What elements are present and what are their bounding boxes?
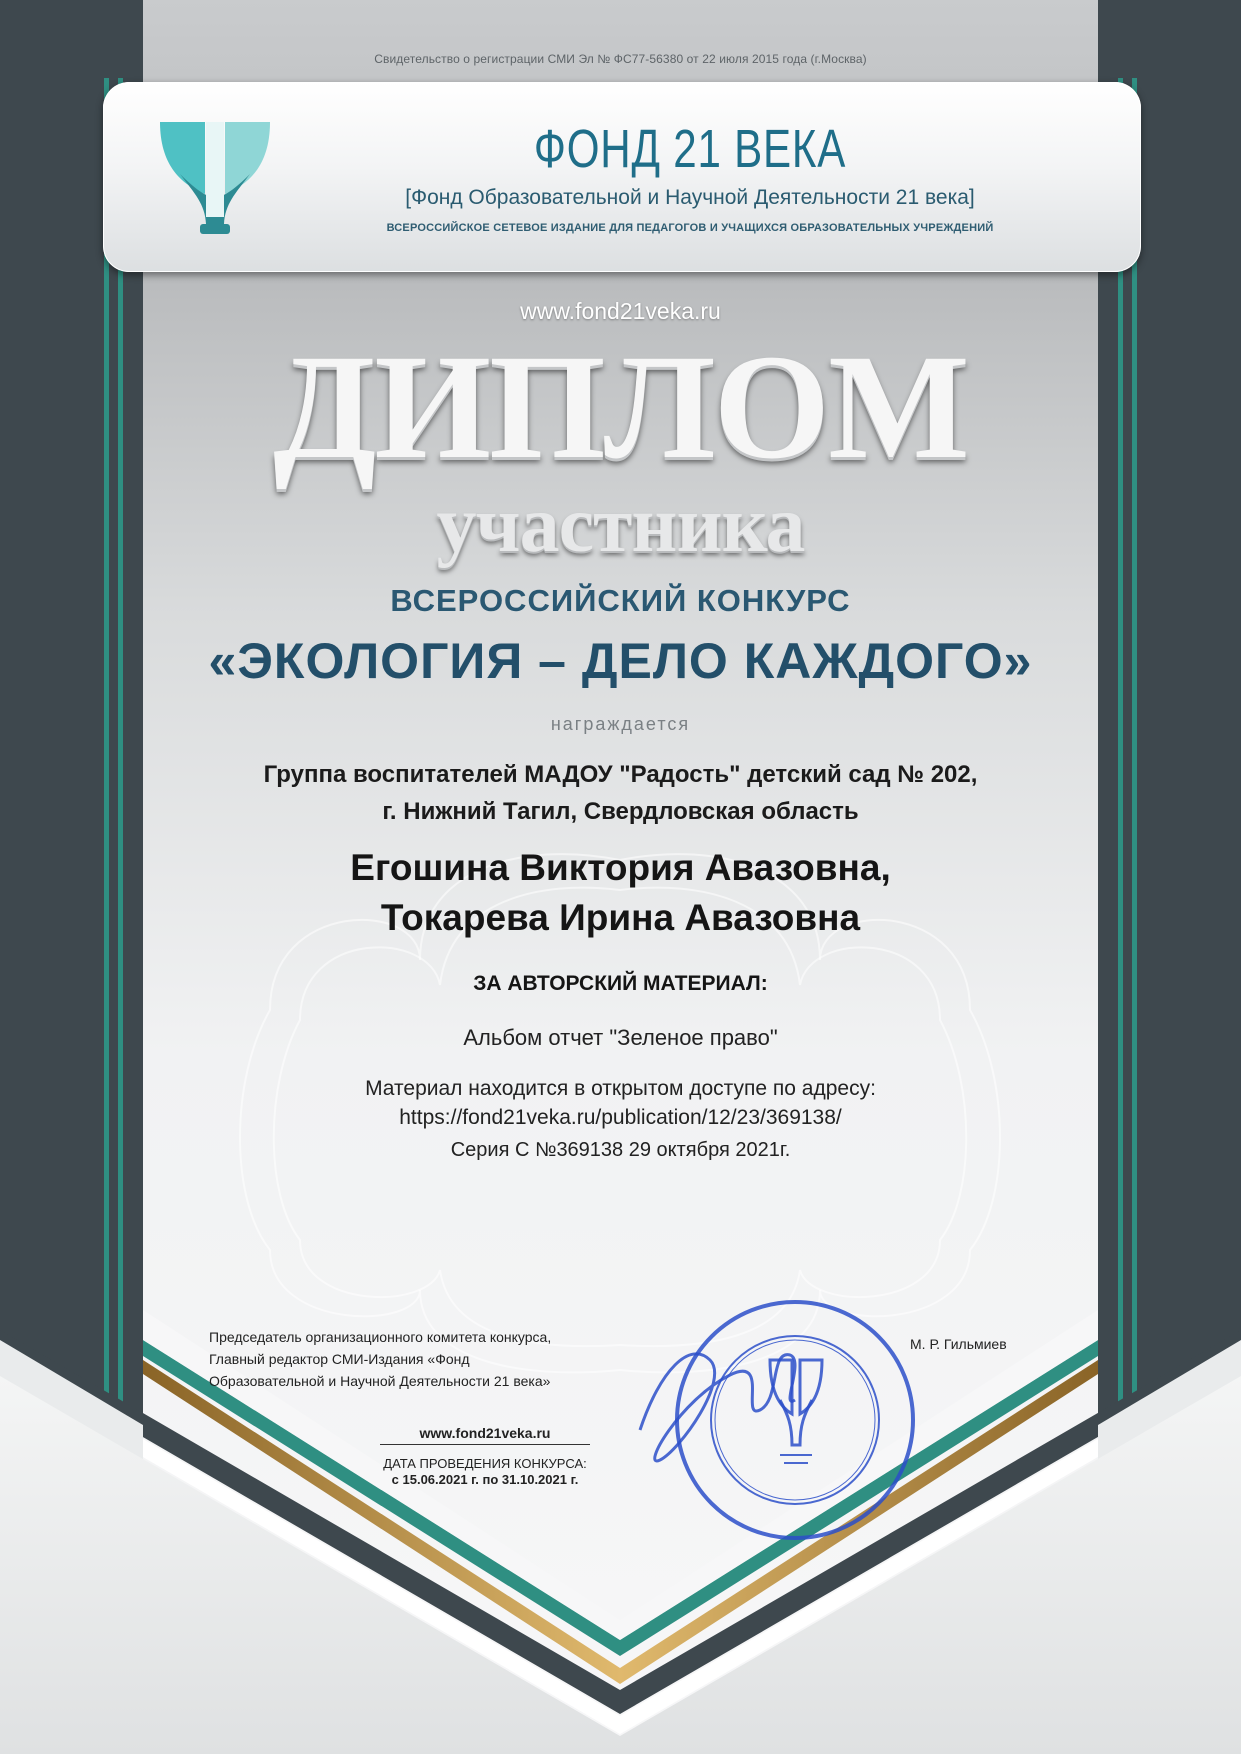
author-material-label: ЗА АВТОРСКИЙ МАТЕРИАЛ: xyxy=(473,972,768,995)
fund-tagline: ВСЕРОССИЙСКОЕ СЕТЕВОЕ ИЗДАНИЕ ДЛЯ ПЕДАГОГОВ И УЧАЩИХСЯ ОБРАЗОВАТЕЛЬНЫХ УЧРЕЖДЕНИЙ xyxy=(386,222,994,234)
series-number: Серия С №369138 29 октября 2021г. xyxy=(450,1139,791,1161)
access-url[interactable]: https://fond21veka.ru/publication/12/23/369138/ xyxy=(399,1106,842,1129)
seal-stamp-icon xyxy=(620,1280,920,1580)
dates-label: ДАТА ПРОВЕДЕНИЯ КОНКУРСА: xyxy=(383,1456,587,1471)
fund-title: ФОНД 21 ВЕКА xyxy=(533,119,847,179)
chair-title xyxy=(209,1326,629,1392)
website-link[interactable]: www.fond21veka.ru xyxy=(520,298,721,324)
diploma-title: ДИПЛОМ xyxy=(273,324,968,490)
material-title: Альбом отчет "Зеленое право" xyxy=(463,1025,778,1050)
fund-subtitle: [Фонд Образовательной и Научной Деятельности 21 века] xyxy=(405,186,975,209)
signer-name: М. Р. Гильмиев xyxy=(910,1336,1007,1352)
chair-line-3: Образовательной и Научной Деятельности 21 века» xyxy=(209,1373,551,1389)
access-label: Материал находится в открытом доступе по адресу: xyxy=(365,1077,876,1100)
name-line-2: Токарева Ирина Авазовна xyxy=(380,897,861,938)
awarded-label: награждается xyxy=(550,714,691,734)
recipient-organization xyxy=(0,756,1241,830)
contest-type: ВСЕРОССИЙСКИЙ КОНКУРС xyxy=(390,583,851,618)
registration-notice: Свидетельство о регистрации СМИ Эл № ФС77-56380 от 22 июля 2015 года (г.Москва) xyxy=(374,52,867,66)
org-line-2: г. Нижний Тагил, Свердловская область xyxy=(382,798,859,825)
contest-name: «ЭКОЛОГИЯ – ДЕЛО КАЖДОГО» xyxy=(208,633,1033,689)
name-line-1: Егошина Виктория Авазовна, xyxy=(350,847,891,888)
org-line-1: Группа воспитателей МАДОУ "Радость" детский сад № 202, xyxy=(263,761,978,788)
footer-website-link[interactable]: www.fond21veka.ru xyxy=(380,1425,590,1445)
chair-line-2: Главный редактор СМИ-Издания «Фонд xyxy=(209,1351,470,1367)
dates-value: с 15.06.2021 г. по 31.10.2021 г. xyxy=(391,1472,579,1487)
contest-dates xyxy=(360,1456,610,1488)
recipient-names xyxy=(0,843,1241,943)
chair-line-1: Председатель организационного комитета конкурса, xyxy=(209,1329,552,1345)
diploma-subtitle: участника xyxy=(436,481,805,569)
fund-logo-icon xyxy=(150,114,280,244)
access-info xyxy=(0,1074,1241,1132)
